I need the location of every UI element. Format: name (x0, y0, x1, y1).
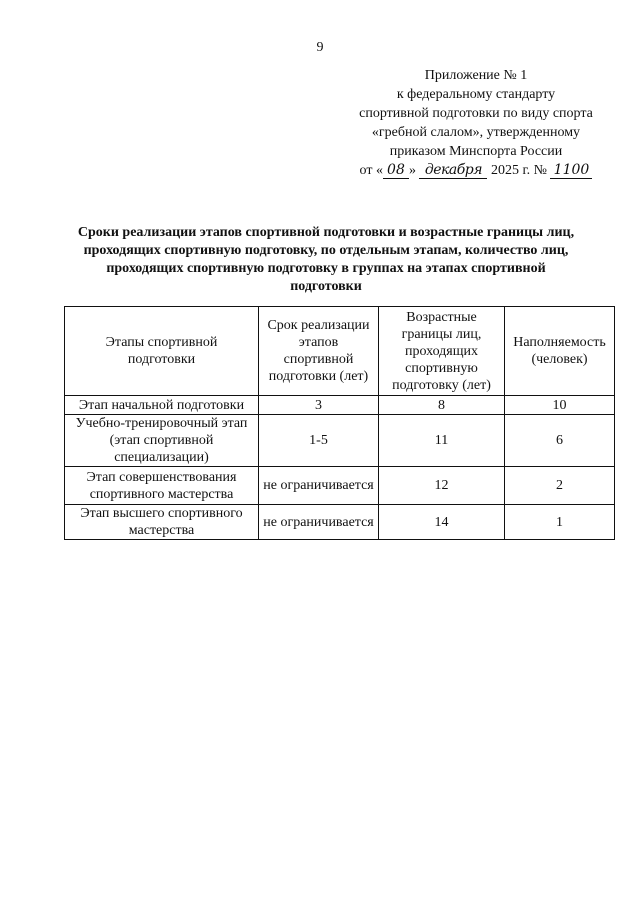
table-header-row (65, 307, 615, 396)
cell-duration: не ограничивается (259, 505, 379, 540)
cell-stage: Этап совершенствования спортивного мастерства (65, 467, 259, 505)
title-line: проходящих спортивную подготовку в группах на этапах спортивной (106, 261, 546, 276)
cell-age: 14 (379, 505, 505, 540)
table-row (65, 396, 615, 415)
order-prefix: от « (359, 163, 383, 178)
cell-capacity: 2 (505, 467, 615, 505)
title-line: проходящих спортивную подготовку, по отдельным этапам, количество лиц, (83, 243, 569, 258)
appendix-header (340, 66, 612, 180)
page-number: 9 (316, 40, 324, 55)
cell-duration: 1-5 (259, 415, 379, 467)
header-stages: Этапы спортивной подготовки (65, 307, 259, 396)
cell-stage: Этап начальной подготовки (65, 396, 259, 415)
cell-duration: не ограничивается (259, 467, 379, 505)
cell-age: 12 (379, 467, 505, 505)
title-line: Сроки реализации этапов спортивной подготовки и возрастные границы лиц, (77, 225, 575, 240)
appendix-line: «гребной слалом», утвержденному (371, 125, 581, 140)
cell-capacity: 6 (505, 415, 615, 467)
appendix-title: Приложение № 1 (424, 68, 528, 83)
order-mid: » (408, 163, 416, 178)
table-row (65, 415, 615, 467)
header-duration: Срок реализации этапов спортивной подготовки (лет) (259, 307, 379, 396)
header-age-limits: Возрастные границы лиц, проходящих спортивную подготовку (лет) (379, 307, 505, 396)
order-month-handwritten: декабря (419, 163, 487, 179)
order-year: 2025 г. № (490, 163, 547, 178)
cell-capacity: 10 (505, 396, 615, 415)
header-capacity: Наполняемость (человек) (505, 307, 615, 396)
document-title (50, 224, 602, 296)
cell-stage: Этап высшего спортивного мастерства (65, 505, 259, 540)
order-day-handwritten: 08 (383, 163, 409, 179)
table-row (65, 505, 615, 540)
cell-age: 11 (379, 415, 505, 467)
appendix-line: к федеральному стандарту (396, 87, 556, 102)
appendix-line: спортивной подготовки по виду спорта (359, 106, 593, 121)
cell-stage: Учебно-тренировочный этап (этап спортивной специализации) (65, 415, 259, 467)
order-number-handwritten: 1100 (550, 163, 592, 179)
stages-table (64, 306, 615, 540)
title-line: подготовки (290, 279, 362, 294)
cell-duration: 3 (259, 396, 379, 415)
appendix-line: приказом Минспорта России (389, 144, 563, 159)
cell-capacity: 1 (505, 505, 615, 540)
order-line (340, 161, 612, 180)
cell-age: 8 (379, 396, 505, 415)
table-row (65, 467, 615, 505)
